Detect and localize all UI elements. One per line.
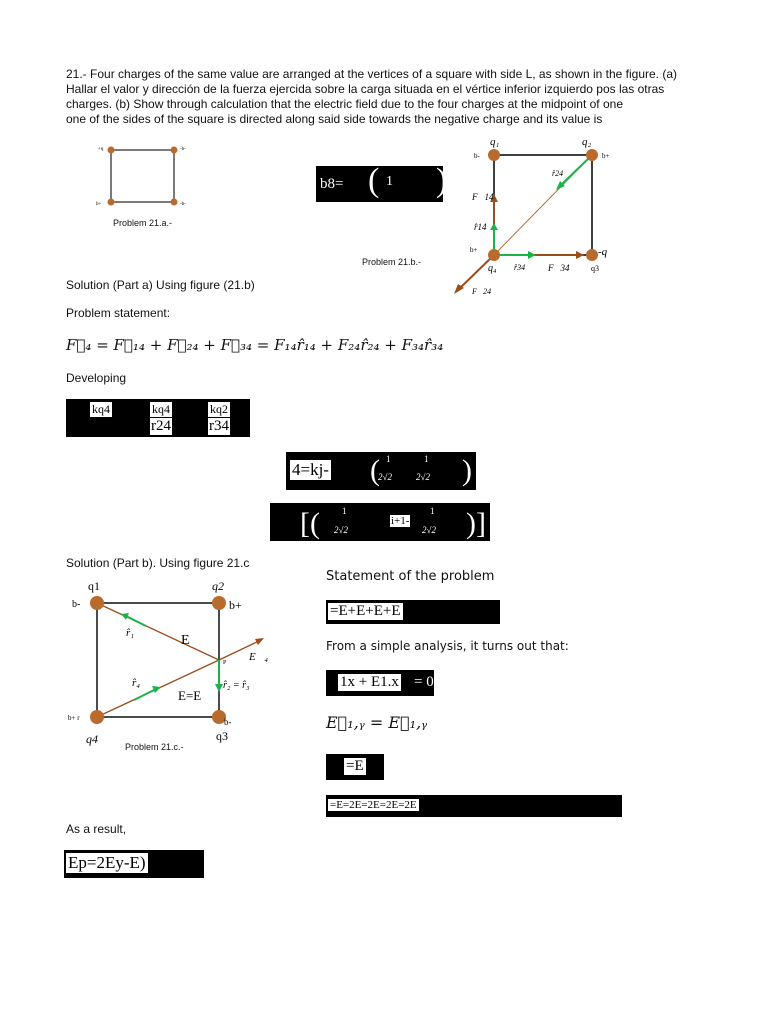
svg-text:b+: b+ xyxy=(96,202,102,207)
intro-line-4: one of the sides of the square is directed along said side towards the negative charge and its value is xyxy=(66,112,603,126)
svg-text:q3: q3 xyxy=(216,729,228,743)
svg-text:b+: b+ xyxy=(229,598,242,612)
e-text: =E xyxy=(346,758,364,774)
svg-text:q3: q3 xyxy=(591,264,599,273)
svg-text:+q: +q xyxy=(98,147,104,152)
svg-text:F⃗14: F⃗14 xyxy=(472,192,494,202)
dev-r34: r34 xyxy=(209,418,229,434)
svg-text:b-: b- xyxy=(474,152,480,160)
charge-a-br xyxy=(171,199,178,206)
dev-kq4-b: kq4 xyxy=(152,402,170,416)
dev-kq4-a: kq4 xyxy=(92,402,110,416)
figure-21c xyxy=(66,576,276,756)
simple-analysis-text: From a simple analysis, it turns out that: xyxy=(326,639,569,653)
1x-text: 1x + E1.x xyxy=(340,674,399,690)
charge-b-q4 xyxy=(488,249,500,261)
equation-box-e xyxy=(326,754,384,780)
equation-box-long xyxy=(326,795,622,817)
developing-heading: Developing xyxy=(66,371,127,385)
svg-text:r̂₂ = r̂₃: r̂₂ = r̂₃ xyxy=(223,680,250,691)
arrow-r4 xyxy=(134,689,156,700)
charge-b-q3 xyxy=(586,249,598,261)
arrow-r24 xyxy=(560,157,590,186)
svg-text:-b-: -b- xyxy=(180,147,186,152)
svg-text:q₄: q₄ xyxy=(488,263,497,274)
figure-21a xyxy=(92,140,202,230)
intro-line-1: 21.- Four charges of the same value are arranged at the vertices of a square with side L, as shown in the figure. (a) xyxy=(66,67,677,81)
charge-a-tr xyxy=(171,147,178,154)
force-equation: F⃗₄ = F⃗₁₄ + F⃗₂₄ + F⃗₃₄ = F₁₄r̂₁₄ + F₂₄r̂₂₄ + F₃₄r̂₃₄ xyxy=(66,336,444,354)
charge-a-tl xyxy=(108,147,115,154)
charge-c-q4 xyxy=(90,710,104,724)
svg-text:-b-: -b- xyxy=(180,202,186,207)
svg-text:E⃗₄: E⃗₄ xyxy=(249,651,269,663)
statement-of-problem-heading: Statement of the problem xyxy=(326,569,495,584)
long-text: =E=2E=2E=2E=2E xyxy=(330,799,417,811)
ep-text: Ep=2Ey-E) xyxy=(68,853,146,872)
charge-b-q1 xyxy=(488,149,500,161)
svg-text:r̂₁: r̂₁ xyxy=(126,627,135,639)
charge-a-bl xyxy=(108,199,115,206)
svg-text:E: E xyxy=(181,633,190,648)
dev-kq2: kq2 xyxy=(210,402,228,416)
svg-text:b+ r: b+ r xyxy=(68,714,80,722)
svg-text:b+: b+ xyxy=(602,152,610,160)
dev-r24: r24 xyxy=(151,418,171,434)
arrow-r1 xyxy=(126,616,146,626)
problem-statement-heading: Problem statement: xyxy=(66,306,171,320)
1x-tail: = 0 xyxy=(414,674,434,690)
as-result-text: As a result, xyxy=(66,822,127,836)
svg-text:q₁: q₁ xyxy=(490,136,500,148)
b8-text: b8= xyxy=(320,176,344,192)
equation-box-developing xyxy=(66,399,250,437)
equation-box-f4-result: [( 1 2√2 i+1- 1 2√2 )] xyxy=(270,503,490,541)
figure-21b xyxy=(452,130,620,300)
svg-text:q4: q4 xyxy=(86,732,98,746)
square-a xyxy=(111,150,174,202)
caption-21b: Problem 21.b.- xyxy=(362,257,422,267)
svg-text:b-: b- xyxy=(224,717,232,727)
svg-text:r̂₄: r̂₄ xyxy=(132,677,141,689)
svg-text:q2: q2 xyxy=(212,579,224,593)
equation-box-b8: b8= ( 1 ) xyxy=(316,166,443,202)
caption-21a: Problem 21.a.- xyxy=(113,218,173,228)
equation-box-1x xyxy=(326,670,434,696)
f4-text: 4=kj- xyxy=(292,460,329,479)
svg-text:r̂24: r̂24 xyxy=(552,169,564,178)
equation-box-sum xyxy=(326,600,500,624)
intro-line-2: Hallar el valor y dirección de la fuerza ejercida sobre la carga situada en el vértice inferior izquierdo pos las otras xyxy=(66,82,665,96)
sum-text: =E+E+E+E xyxy=(330,603,401,619)
solution-part-a-heading: Solution (Part a) Using figure (21.b) xyxy=(66,278,255,292)
problem-intro xyxy=(66,67,706,127)
charge-b-q2 xyxy=(586,149,598,161)
caption-21c: Problem 21.c.- xyxy=(125,742,184,752)
intro-line-3: charges. (b) Show through calculation that the electric field due to the four charges at the midpoint of one xyxy=(66,97,623,111)
svg-text:r̂34: r̂34 xyxy=(514,263,526,272)
equation-box-f4: 4=kj- ( 1 2√2 1 2√2 ) xyxy=(286,452,476,490)
svg-text:b+: b+ xyxy=(470,246,478,254)
line-q1-p xyxy=(97,603,219,660)
svg-text:-q: -q xyxy=(598,246,608,258)
svg-text:P: P xyxy=(223,660,227,666)
charge-c-q1 xyxy=(90,596,104,610)
svg-text:q1: q1 xyxy=(88,579,100,593)
svg-text:E=E: E=E xyxy=(178,688,202,703)
svg-text:F⃗24: F⃗24 xyxy=(472,287,492,296)
svg-text:q₂: q₂ xyxy=(582,136,592,148)
svg-text:r̂14: r̂14 xyxy=(474,222,487,232)
f4b-text: i+1- xyxy=(391,515,410,527)
svg-text:F⃗34: F⃗34 xyxy=(548,263,570,273)
equation-box-ep xyxy=(64,850,204,878)
charge-c-q2 xyxy=(212,596,226,610)
equation-e1y: E⃗₁,ᵧ = E⃗₁,ᵧ xyxy=(326,713,428,732)
solution-part-b-heading: Solution (Part b). Using figure 21.c xyxy=(66,556,250,570)
svg-text:b-: b- xyxy=(72,599,81,610)
